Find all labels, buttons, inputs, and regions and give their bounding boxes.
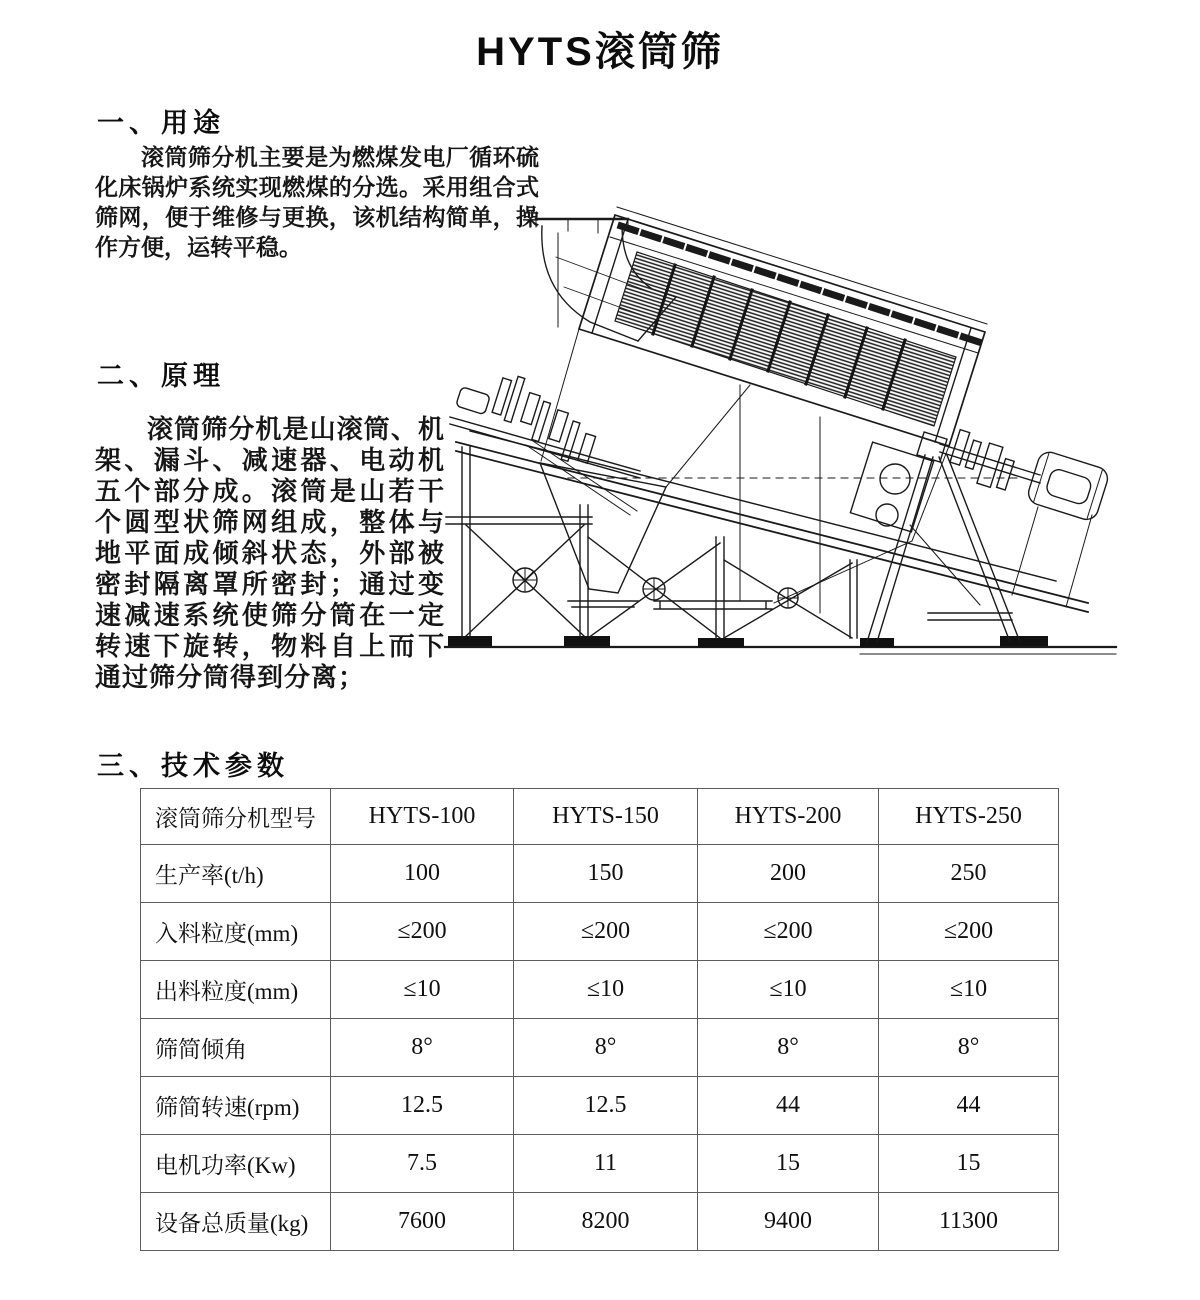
param-value-cell: 12.5 xyxy=(514,1077,698,1135)
param-label-cell: 生产率(t/h) xyxy=(141,845,331,903)
section-heading-usage: 一、用途 xyxy=(97,108,225,138)
param-value-cell: 12.5 xyxy=(331,1077,514,1135)
param-value-cell: ≤200 xyxy=(331,903,514,961)
param-label-cell: 出料粒度(mm) xyxy=(141,961,331,1019)
param-value-cell: 7600 xyxy=(331,1193,514,1251)
param-value-cell: 8° xyxy=(514,1019,698,1077)
table-body xyxy=(141,845,1059,1251)
param-label-cell: 电机功率(Kw) xyxy=(141,1135,331,1193)
model-column-header: 滚筒筛分机型号 xyxy=(141,789,331,845)
param-value-cell: ≤10 xyxy=(879,961,1059,1019)
section-heading-principle: 二、原理 xyxy=(97,361,225,391)
param-value-cell: 100 xyxy=(331,845,514,903)
param-value-cell: ≤200 xyxy=(879,903,1059,961)
param-label-cell: 入料粒度(mm) xyxy=(141,903,331,961)
param-value-cell: 250 xyxy=(879,845,1059,903)
model-name-header: HYTS-100 xyxy=(331,789,514,845)
table-header-row xyxy=(141,789,1059,845)
param-value-cell: 8° xyxy=(698,1019,879,1077)
param-value-cell: ≤10 xyxy=(331,961,514,1019)
param-value-cell: 150 xyxy=(514,845,698,903)
param-value-cell: 44 xyxy=(879,1077,1059,1135)
principle-paragraph: 滚筒筛分机是山滚筒、机架、漏斗、减速器、电动机五个部分成。滚筒是山若干个圆型状筛网组成，整体与地平面成倾斜状态，外部被密封隔离罩所密封；通过变速减速系统使筛分筒在一定转速下旋转，物料自上而下通过筛分筒得到分离； xyxy=(95,415,445,692)
trommel-drawing-svg xyxy=(440,195,1140,660)
param-value-cell: ≤10 xyxy=(698,961,879,1019)
support-feet xyxy=(448,636,1048,647)
param-value-cell: 8° xyxy=(331,1019,514,1077)
param-value-cell: 200 xyxy=(698,845,879,903)
param-label-cell: 设备总质量(kg) xyxy=(141,1193,331,1251)
model-name-header: HYTS-250 xyxy=(879,789,1059,845)
table-row xyxy=(141,1077,1059,1135)
table-row xyxy=(141,1019,1059,1077)
usage-paragraph: 滚筒筛分机主要是为燃煤发电厂循环硫化床锅炉系统实现燃煤的分选。采用组合式筛网，便于维修与更换，该机结构简单，操作方便，运转平稳。 xyxy=(95,145,539,260)
param-value-cell: ≤200 xyxy=(514,903,698,961)
param-value-cell: 11300 xyxy=(879,1193,1059,1251)
table-row xyxy=(141,845,1059,903)
technical-parameters-table xyxy=(140,788,1059,1251)
machine-technical-drawing xyxy=(440,195,1140,660)
table-row xyxy=(141,789,1059,845)
param-value-cell: ≤10 xyxy=(514,961,698,1019)
param-value-cell: 44 xyxy=(698,1077,879,1135)
table-row xyxy=(141,961,1059,1019)
table-row xyxy=(141,1135,1059,1193)
left-drive-unit xyxy=(450,372,640,515)
param-value-cell: 11 xyxy=(514,1135,698,1193)
model-name-header: HYTS-150 xyxy=(514,789,698,845)
param-label-cell: 筛简倾角 xyxy=(141,1019,331,1077)
param-value-cell: 15 xyxy=(879,1135,1059,1193)
table-row xyxy=(141,1193,1059,1251)
param-value-cell: 9400 xyxy=(698,1193,879,1251)
param-value-cell: 15 xyxy=(698,1135,879,1193)
param-value-cell: ≤200 xyxy=(698,903,879,961)
param-value-cell: 8200 xyxy=(514,1193,698,1251)
model-name-header: HYTS-200 xyxy=(698,789,879,845)
param-value-cell: 7.5 xyxy=(331,1135,514,1193)
drive-motor xyxy=(917,430,1111,607)
section-heading-parameters: 三、技术参数 xyxy=(97,751,289,781)
table-row xyxy=(141,903,1059,961)
param-label-cell: 筛简转速(rpm) xyxy=(141,1077,331,1135)
param-value-cell: 8° xyxy=(879,1019,1059,1077)
page-title: HYTS滚筒筛 xyxy=(476,30,724,74)
